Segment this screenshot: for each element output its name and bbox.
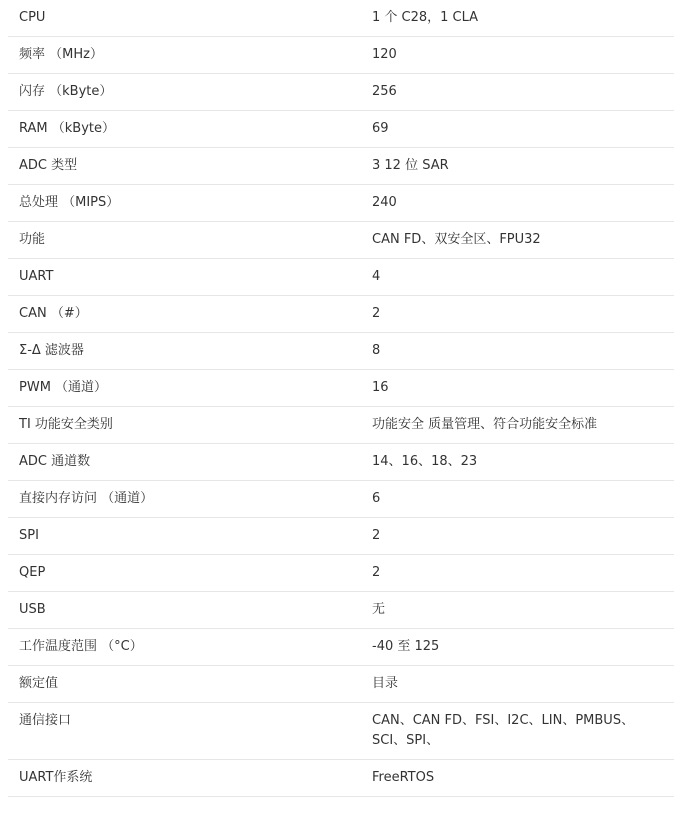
- spec-label: 总处理 （MIPS）: [8, 185, 361, 222]
- spec-row-qep: [8, 555, 674, 592]
- spec-row-pwm: [8, 370, 674, 407]
- spec-value: 69: [361, 111, 674, 148]
- spec-value: 120: [361, 37, 674, 74]
- spec-label: 闪存 （kByte）: [8, 74, 361, 111]
- spec-label: 通信接口: [8, 703, 361, 760]
- spec-label: Σ-Δ 滤波器: [8, 333, 361, 370]
- spec-label: UART: [8, 259, 361, 296]
- spec-label: QEP: [8, 555, 361, 592]
- spec-row-total-processing: [8, 185, 674, 222]
- spec-value: 无: [361, 592, 674, 629]
- spec-label: 直接内存访问 （通道）: [8, 481, 361, 518]
- spec-label: ADC 通道数: [8, 444, 361, 481]
- spec-label: SPI: [8, 518, 361, 555]
- spec-value: FreeRTOS: [361, 760, 674, 797]
- spec-row-usb: [8, 592, 674, 629]
- spec-value: 功能安全 质量管理、符合功能安全标准: [361, 407, 674, 444]
- spec-value: 3 12 位 SAR: [361, 148, 674, 185]
- spec-label: PWM （通道）: [8, 370, 361, 407]
- spec-value: -40 至 125: [361, 629, 674, 666]
- spec-value: 目录: [361, 666, 674, 703]
- spec-row-os: [8, 760, 674, 797]
- spec-label: ADC 类型: [8, 148, 361, 185]
- spec-row-uart: [8, 259, 674, 296]
- spec-value: CAN FD、双安全区、FPU32: [361, 222, 674, 259]
- spec-label: CAN （#）: [8, 296, 361, 333]
- spec-value: 256: [361, 74, 674, 111]
- spec-value: 2: [361, 296, 674, 333]
- spec-row-flash: [8, 74, 674, 111]
- spec-label: 功能: [8, 222, 361, 259]
- spec-label: 额定值: [8, 666, 361, 703]
- spec-row-cpu: [8, 0, 674, 37]
- spec-label: 工作温度范围 （°C）: [8, 629, 361, 666]
- spec-row-frequency: [8, 37, 674, 74]
- spec-label: TI 功能安全类别: [8, 407, 361, 444]
- spec-row-dma: [8, 481, 674, 518]
- spec-value: CAN、CAN FD、FSI、I2C、LIN、PMBUS、SCI、SPI、: [361, 703, 674, 760]
- spec-table: [8, 0, 674, 797]
- spec-row-spi: [8, 518, 674, 555]
- spec-value: 16: [361, 370, 674, 407]
- spec-label: USB: [8, 592, 361, 629]
- spec-row-adc-type: [8, 148, 674, 185]
- spec-value: 4: [361, 259, 674, 296]
- spec-row-rating: [8, 666, 674, 703]
- spec-label: UART作系统: [8, 760, 361, 797]
- spec-row-temperature: [8, 629, 674, 666]
- spec-label: RAM （kByte）: [8, 111, 361, 148]
- spec-row-adc-channels: [8, 444, 674, 481]
- spec-row-ram: [8, 111, 674, 148]
- spec-value: 8: [361, 333, 674, 370]
- spec-label: CPU: [8, 0, 361, 37]
- spec-row-functional-safety: [8, 407, 674, 444]
- spec-row-features: [8, 222, 674, 259]
- spec-row-can: [8, 296, 674, 333]
- spec-value: 6: [361, 481, 674, 518]
- spec-label: 频率 （MHz）: [8, 37, 361, 74]
- spec-value: 2: [361, 518, 674, 555]
- spec-value: 2: [361, 555, 674, 592]
- spec-row-comm-interfaces: [8, 703, 674, 760]
- spec-value: 1 个 C28，1 CLA: [361, 0, 674, 37]
- spec-row-sigma-delta: [8, 333, 674, 370]
- spec-value: 240: [361, 185, 674, 222]
- spec-value: 14、16、18、23: [361, 444, 674, 481]
